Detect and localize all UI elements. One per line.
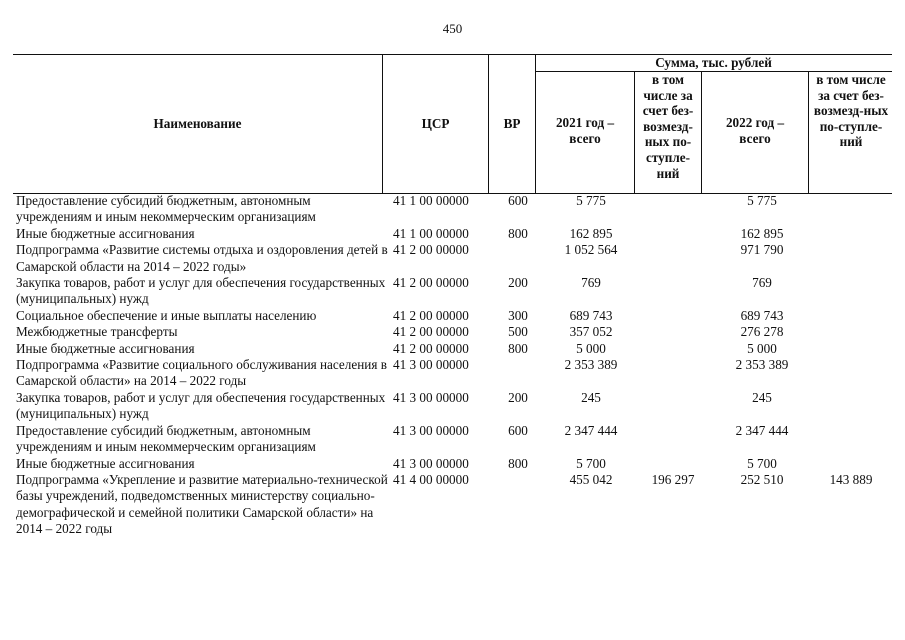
table-row [13,242,892,275]
row-2022-free [815,275,887,308]
row-vr: 600 [508,422,528,438]
row-2021-free [643,357,703,390]
row-2021-total: 2 347 444 [564,422,618,438]
table-row [13,308,892,324]
row-vr: 200 [508,275,528,291]
row-vr [501,242,535,275]
row-name: Подпрограмма «Развитие системы отдыха и оздоровления детей в Самарской области на 2014 – 2022 годы» [16,242,388,274]
row-2021-total: 1 052 564 [564,242,618,258]
row-2022-free [815,308,887,324]
row-name: Предоставление субсидий бюджетным, автономным учреждениям и иным некоммерческим организациям [16,193,316,225]
row-2021-free [643,456,703,472]
divider [535,55,536,193]
row-vr: 800 [508,225,528,241]
row-2022-total: 2 353 389 [735,357,789,373]
row-name: Закупка товаров, работ и услуг для обеспечения государственных (муниципальных) нужд [16,275,386,307]
row-csr: 41 4 00 00000 [393,471,469,487]
table-header [13,54,892,194]
row-2022-total: 5 000 [747,340,777,356]
table-row [13,423,892,456]
row-vr: 200 [508,389,528,405]
table-row [13,357,892,390]
row-name: Закупка товаров, работ и услуг для обеспечения государственных (муниципальных) нужд [16,389,386,422]
row-2022-total: 162 895 [740,225,784,241]
row-vr: 800 [508,455,528,471]
table-row [13,472,892,538]
row-2022-free [815,341,887,357]
row-2021-total: 162 895 [569,225,613,241]
row-vr: 500 [508,324,528,340]
row-2022-free [815,357,887,390]
row-2022-total: 5 700 [747,455,777,471]
row-2021-free [643,193,703,226]
row-vr: 300 [508,307,528,323]
row-2022-free: 143 889 [829,471,873,487]
row-2021-total: 689 743 [569,307,613,323]
row-csr: 41 3 00 00000 [393,455,469,471]
row-2021-total: 455 042 [569,471,613,487]
row-csr: 41 3 00 00000 [393,389,469,405]
row-2021-free [643,308,703,324]
row-csr: 41 2 00 00000 [393,307,469,323]
row-csr: 41 2 00 00000 [393,324,469,340]
divider [808,72,809,193]
row-csr: 41 1 00 00000 [393,225,469,241]
table-row [13,193,892,226]
row-2021-free [643,390,703,423]
table-row [13,275,892,308]
row-2021-free [643,341,703,357]
header-vr: ВР [503,116,521,131]
row-csr: 41 2 00 00000 [393,275,469,291]
row-2022-free [815,242,887,275]
row-2021-free: 196 297 [651,471,695,487]
row-2021-total: 357 052 [569,324,613,340]
row-vr [501,472,535,538]
row-2022-free [815,456,887,472]
row-2021-free [643,242,703,275]
row-2021-free [643,423,703,456]
divider [634,72,635,193]
row-2021-total: 5 700 [576,455,606,471]
header-2021-total: 2021 год – всего [555,115,615,146]
row-vr: 600 [508,193,528,208]
divider [701,72,702,193]
table-body [13,193,892,538]
row-vr: 800 [508,340,528,356]
row-csr: 41 2 00 00000 [393,340,469,356]
row-csr: 41 3 00 00000 [393,422,469,438]
row-2021-free [643,275,703,308]
row-2021-total: 5 000 [576,340,606,356]
table-row [13,226,892,242]
row-2022-total: 245 [752,389,772,405]
row-2021-free [643,324,703,340]
table-row [13,341,892,357]
header-2022-total: 2022 год – всего [725,115,785,146]
row-2022-free [815,226,887,242]
row-vr [501,357,535,390]
row-2022-free [815,423,887,456]
row-name: Предоставление субсидий бюджетным, автономным учреждениям и иным некоммерческим организациям [16,422,316,455]
row-2022-total: 2 347 444 [735,422,789,438]
header-csr: ЦСР [421,116,450,131]
row-2022-total: 689 743 [740,307,784,323]
row-name: Иные бюджетные ассигнования [16,340,195,356]
row-2022-free [815,390,887,423]
page-number: 450 [442,21,463,36]
header-2022-free: в том числе за счет без-возмезд-ных по-ступле-ний [813,72,889,150]
row-2021-total: 245 [581,389,601,405]
table-row [13,456,892,472]
row-name: Межбюджетные трансферты [16,324,178,340]
row-2022-total: 971 790 [740,242,784,258]
row-2022-total: 5 775 [747,193,777,208]
table-row [13,390,892,423]
row-2021-total: 2 353 389 [564,357,618,373]
row-2021-free [643,226,703,242]
row-2021-total: 5 775 [576,193,606,208]
row-name: Социальное обеспечение и иные выплаты населению [16,307,317,323]
row-2022-total: 276 278 [740,324,784,340]
row-2022-total: 252 510 [740,471,784,487]
row-2022-free [815,324,887,340]
row-name: Подпрограмма «Развитие социального обслуживания населения в Самарской области» на 2014 – 2022 годы [16,357,387,389]
header-name: Наименование [153,116,242,131]
row-2022-free [815,193,887,226]
row-csr: 41 3 00 00000 [393,357,469,373]
row-name: Иные бюджетные ассигнования [16,225,195,241]
row-csr: 41 1 00 00000 [393,193,469,208]
table-row [13,324,892,340]
row-2021-total: 769 [581,275,601,291]
row-csr: 41 2 00 00000 [393,242,469,258]
header-2021-free: в том числе за счет без-возмезд-ных по-ступле-ний [642,72,694,181]
row-name: Иные бюджетные ассигнования [16,455,195,471]
header-sum-title: Сумма, тыс. рублей [655,55,772,70]
row-2022-total: 769 [752,275,772,291]
row-name: Подпрограмма «Укрепление и развитие материально-технической базы учреждений, подведомственных министерству социально-демографической и семейной политики Самарской области» на 2014 – 2022 годы [16,471,388,537]
